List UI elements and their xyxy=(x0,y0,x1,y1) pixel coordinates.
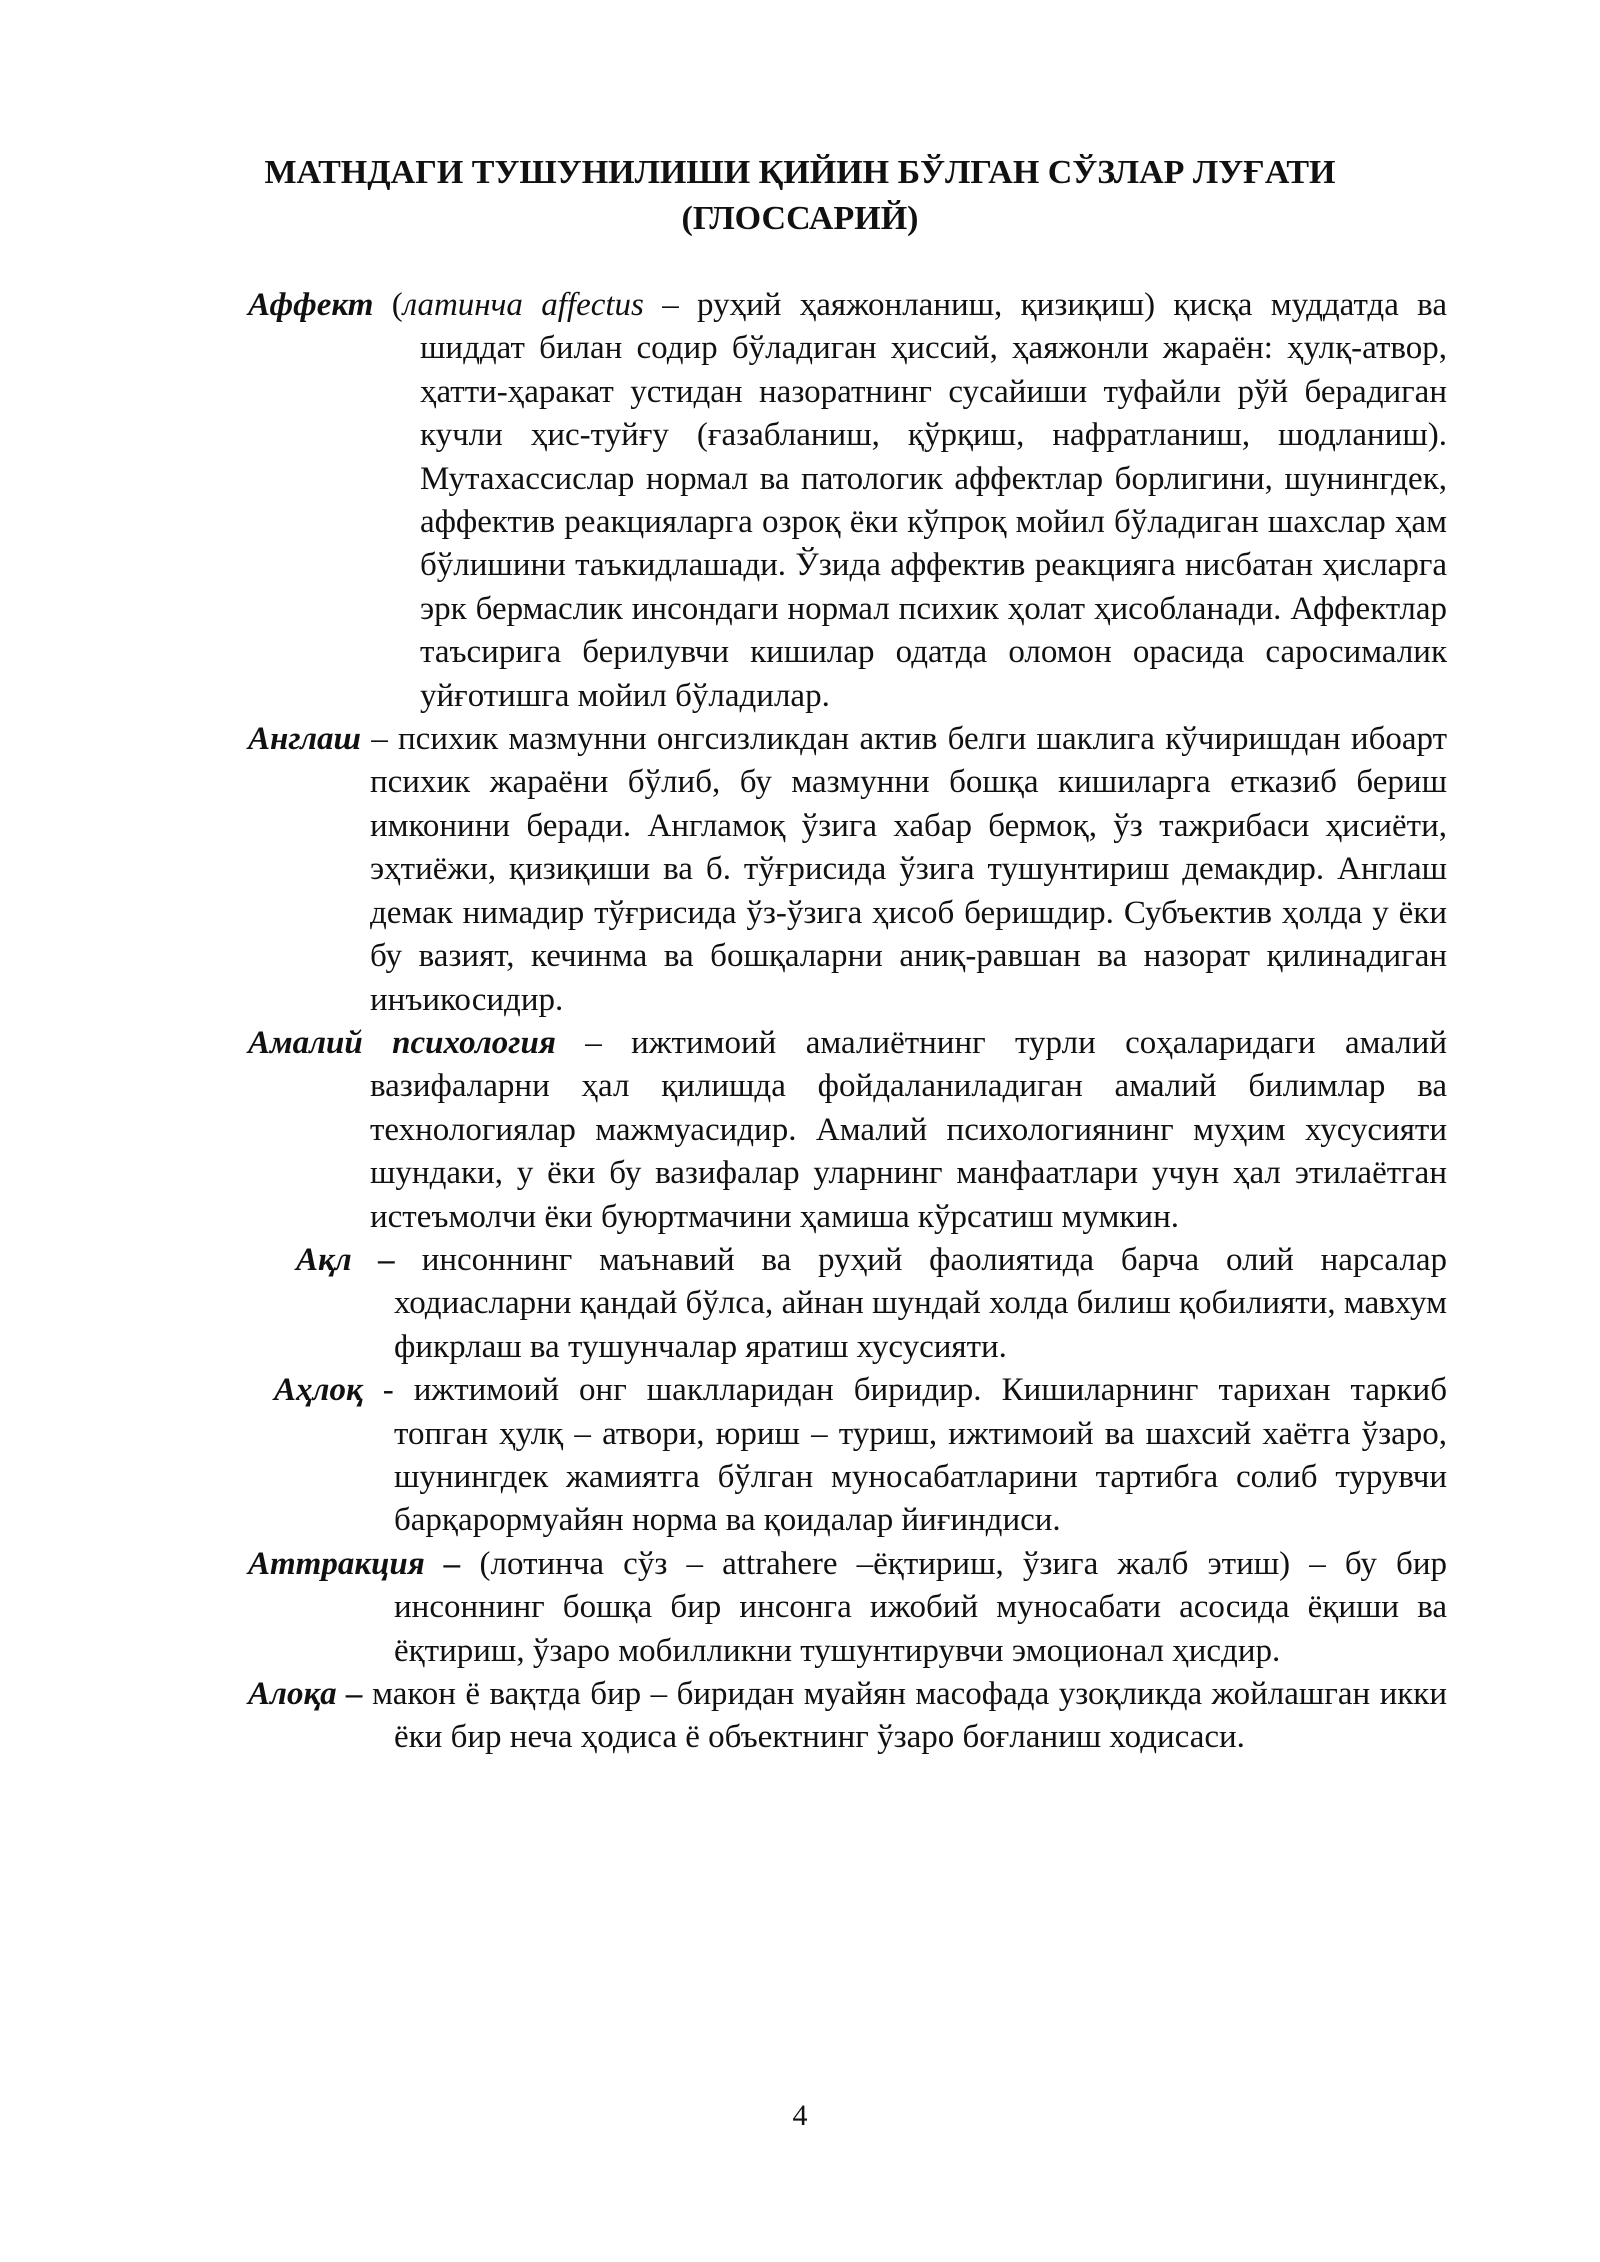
glossary-entry-aql xyxy=(248,1239,1447,1369)
glossary-etymology: латинча affectus xyxy=(402,287,644,323)
glossary-term: Аттракция – xyxy=(248,1545,461,1582)
glossary-definition: – психик мазмунни онгсизликдан актив белги шаклига кўчиришдан ибоарт психик жараёни бўлиб, бу мазмунни бошқа кишиларга етказиб бериш имконини беради. Англамоқ ўзига хабар бермоқ, ўз тажрибаси ҳисиёти, эҳтиёжи, қизиқиши ва б. тўғрисида ўзига тушунтириш демакдир. Англаш демак нимадир тўғрисида ўз-ўзига ҳисоб беришдир. Субъектив ҳолда у ёки бу вазият, кечинма ва бошқаларни аниқ-равшан ва назорат қилинадиган инъикосидир. xyxy=(361,721,1447,1018)
glossary-term: Амалий психология xyxy=(248,1024,556,1061)
glossary-definition: - ижтимоий онг шаклларидан биридир. Кишиларнинг тарихан таркиб топган ҳулқ – атвори, юриш – туриш, ижтимоий ва шахсий хаётга ўзаро, шунингдек жамиятга бўлган муносабатларини тартибга солиб турувчи барқарормуайян норма ва қоидалар йиғиндиси. xyxy=(362,1372,1447,1539)
glossary-entry-anglash xyxy=(248,718,1447,1022)
glossary-paren: ( xyxy=(373,287,403,323)
title-line-2: (ГЛОССАРИЙ) xyxy=(681,200,919,237)
glossary-term: Ақл – xyxy=(296,1241,395,1278)
glossary-entry-ahloq xyxy=(248,1369,1447,1543)
page-title xyxy=(200,150,1400,242)
glossary-definition: инсоннинг маънавий ва руҳий фаолиятида барча олий нарсалар ходиасларни қандай бўлса, айнан шундай холда билиш қобилияти, мавхум фикрлаш ва тушунчалар яратиш хусусияти. xyxy=(394,1241,1447,1365)
glossary-entry-applied-psychology xyxy=(248,1022,1447,1239)
glossary-definition: – руҳий ҳаяжонланиш, қизиқиш) қисқа муддатда ва шиддат билан содир бўладиган ҳиссий, ҳаяжонли жараён: ҳулқ-атвор, ҳатти-ҳаракат устидан назоратнинг сусайиши туфайли рўй берадиган кучли ҳис-туйғу (ғазабланиш, қўрқиш, нафратланиш, шодланиш). Мутахассислар нормал ва патологик аффектлар борлигини, шунингдек, аффектив реакцияларга озроқ ёки кўпроқ мойил бўладиган шахслар ҳам бўлишини таъкидлашади. Ўзида аффектив реакцияга нисбатан ҳисларга эрк бермаслик инсондаги нормал психик ҳолат ҳисобланади. Аффектлар таъсирига берилувчи кишилар одатда оломон орасида саросималик уйғотишга мойил бўладилар. xyxy=(420,287,1447,714)
glossary-list xyxy=(248,284,1447,1760)
glossary-term: Англаш xyxy=(248,721,362,758)
glossary-term: Аҳлоқ xyxy=(274,1372,363,1409)
page-number: 4 xyxy=(792,2099,808,2132)
title-line-1: МАТНДАГИ ТУШУНИЛИШИ ҚИЙИН БЎЛГАН СЎЗЛАР ЛУҒАТИ xyxy=(264,154,1336,191)
glossary-definition: макон ё вақтда бир – биридан муайян масофада узоқликда жойлашган икки ёки бир неча ҳодиса ё объектнинг ўзаро боғланиш ходисаси. xyxy=(362,1676,1447,1756)
glossary-definition: (лотинча сўз – attrahere –ёқтириш, ўзига жалб этиш) – бу бир инсоннинг бошқа бир инсонга ижобий муносабати асосида ёқиши ва ёқтириш, ўзаро мобилликни тушунтирувчи эмоционал ҳисдир. xyxy=(394,1545,1448,1669)
glossary-term: Аффект xyxy=(248,287,374,323)
glossary-entry-affect xyxy=(248,284,1447,718)
glossary-entry-aloqa xyxy=(248,1673,1447,1760)
glossary-term: Алоқа – xyxy=(248,1676,363,1712)
glossary-definition: – ижтимоий амалиётнинг турли соҳаларидаги амалий вазифаларни ҳал қилишда фойдаланиладиган амалий билимлар ва технологиялар мажмуасидир. Амалий психологиянинг муҳим хусусияти шундаки, у ёки бу вазифалар уларнинг манфаатлари учун ҳал этилаётган истеъмолчи ёки буюртмачини ҳамиша кўрсатиш мумкин. xyxy=(370,1024,1448,1235)
glossary-entry-attraction xyxy=(248,1543,1447,1673)
